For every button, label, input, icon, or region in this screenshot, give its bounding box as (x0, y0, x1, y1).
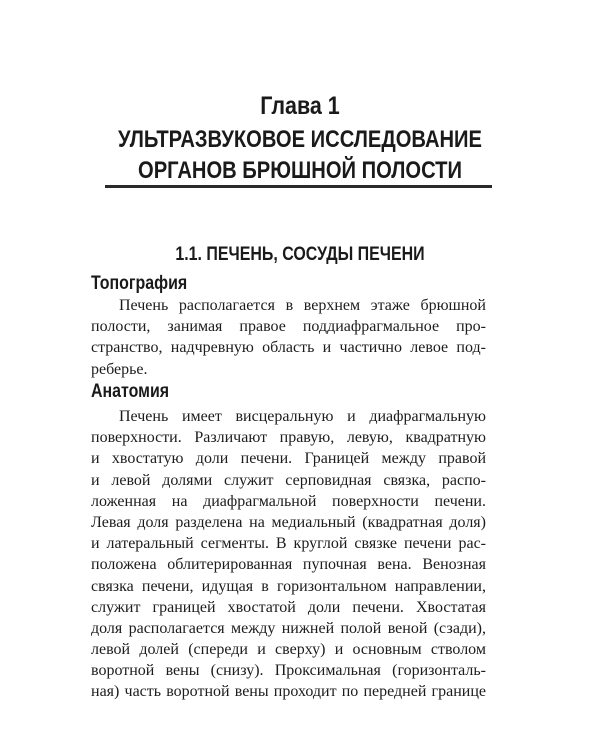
text-line: Печень имеет висцеральную и диафрагмальную (119, 408, 486, 425)
text-line: положена облитерированная пупочная вена. Венозная (91, 556, 486, 574)
text-line: доля располагается между нижней полой веной (сзади), (91, 619, 486, 637)
text-line: полости, занимая правое поддиафрагмальное про- (91, 318, 486, 336)
text-line: и латеральный сегменты. В круглой связке печени рас- (91, 535, 486, 553)
chapter-title-line: УЛЬТРАЗВУКОВОЕ ИССЛЕДОВАНИЕ (117, 126, 483, 153)
text-line: воротной вены (снизу). Проксимальная (горизонталь- (91, 662, 486, 680)
text-line: ная) часть воротной вены проходит по передней границе (91, 683, 486, 701)
chapter-title (48, 124, 552, 186)
text-line: ложенная на диафрагмальной поверхности печени. (91, 492, 486, 510)
text-line: левой долей (спереди и сверху) и основным стволом (91, 641, 486, 659)
chapter-title-line: ОРГАНОВ БРЮШНОЙ ПОЛОСТИ (138, 157, 462, 184)
anatomy-paragraph (91, 406, 486, 703)
text-line: и хвостатую доли печени. Границей между правой (91, 450, 486, 468)
text-line: служит границей хвостатой доли печени. Хвостатая (91, 598, 486, 616)
text-line: Левая доля разделена на медиальный (квадратная доля) (91, 513, 486, 531)
chapter-divider (105, 185, 492, 188)
text-line: и левой долями служит серповидная связка, распо- (91, 471, 486, 489)
text-line: поверхности. Различают правую, левую, квадратную (91, 429, 486, 447)
topography-heading: Топография (91, 273, 188, 294)
text-line: связка печени, идущая в горизонтальном направлении, (91, 577, 486, 595)
text-line: странство, надчревную область и частично левое под- (91, 339, 486, 357)
text-line: Печень располагается в верхнем этаже брюшной (119, 297, 486, 314)
chapter-label: Глава 1 (260, 92, 340, 120)
text-line: реберье. (91, 360, 148, 378)
anatomy-heading: Анатомия (91, 381, 170, 402)
topography-paragraph (91, 295, 486, 380)
section-heading: 1.1. ПЕЧЕНЬ, СОСУДЫ ПЕЧЕНИ (175, 244, 425, 265)
